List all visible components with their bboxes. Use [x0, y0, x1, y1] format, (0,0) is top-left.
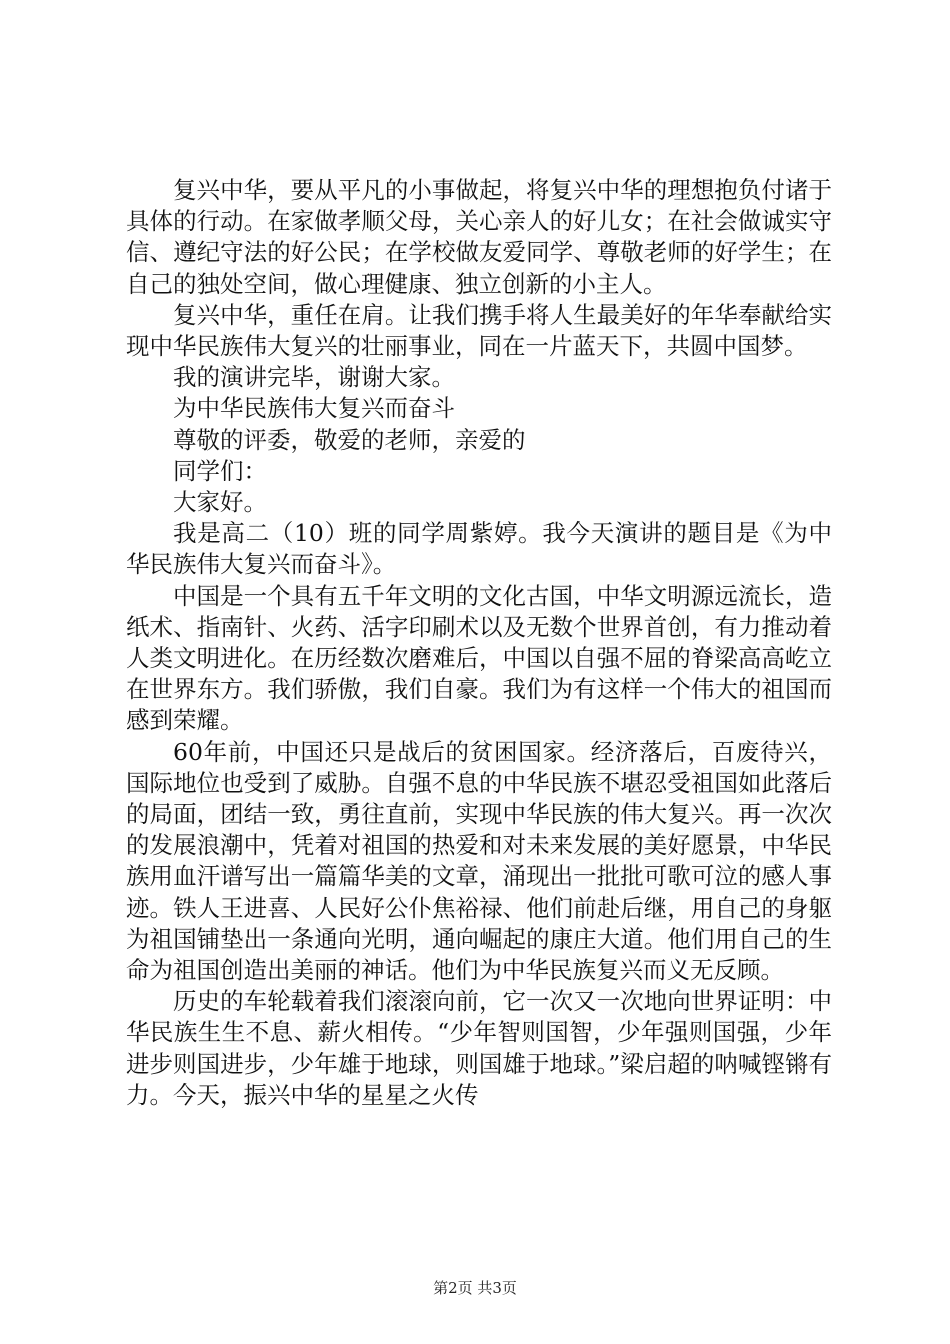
- page-footer: [0, 1278, 950, 1298]
- paragraph-responsibility: 复兴中华，重任在肩。让我们携手将人生最美好的年华奉献给实现中华民族伟大复兴的壮丽事业，同在一片蓝天下，共圆中国梦。: [126, 300, 832, 361]
- document-body: [126, 175, 832, 1111]
- paragraph-ancient-civilization: 中国是一个具有五千年文明的文化古国，中华文明源远流长，造纸术、指南针、火药、活字印刷术以及无数个世界首创，有力推动着人类文明进化。在历经数次磨难后，中国以自强不屈的脊梁高高屹立在世界东方。我们骄傲，我们自豪。我们为有这样一个伟大的祖国而感到荣耀。: [126, 581, 832, 735]
- paragraph-wheel-of-history: 历史的车轮载着我们滚滚向前，它一次又一次地向世界证明：中华民族生生不息、薪火相传。“少年智则国智，少年强则国强，少年进步则国进步，少年雄于地球，则国雄于地球。”梁启超的呐喊铿锵有力。今天，振兴中华的星星之火传: [126, 987, 832, 1109]
- speech-title: 为中华民族伟大复兴而奋斗: [173, 394, 455, 423]
- salutation-line-2: 同学们：: [173, 456, 267, 485]
- greeting: 大家好。: [173, 488, 267, 517]
- paragraph-sixty-years-ago: 60年前，中国还只是战后的贫困国家。经济落后，百废待兴，国际地位也受到了威胁。自强不息的中华民族不堪忍受祖国如此落后的局面，团结一致，勇往直前，实现中华民族的伟大复兴。再一次次的发展浪潮中，凭着对祖国的热爱和对未来发展的美好愿景，中华民族用血汗谱写出一篇篇华美的文章，涌现出一批批可歌可泣的感人事迹。铁人王进喜、人民好公仆焦裕禄、他们前赴后继，用自己的身躯为祖国铺垫出一条通向光明，通向崛起的康庄大道。他们用自己的生命为祖国创造出美丽的神话。他们为中华民族复兴而义无反顾。: [126, 737, 832, 985]
- paragraph-revive-from-small-things: 复兴中华，要从平凡的小事做起，将复兴中华的理想抱负付诸于具体的行动。在家做孝顺父母，关心亲人的好儿女；在社会做诚实守信、遵纪守法的好公民；在学校做友爱同学、尊敬老师的好学生；在自己的独处空间，做心理健康、独立创新的小主人。: [126, 176, 832, 298]
- paragraph-speech-end: 我的演讲完毕，谢谢大家。: [173, 363, 455, 392]
- salutation-line-1: 尊敬的评委，敬爱的老师，亲爱的: [173, 425, 526, 454]
- paragraph-self-introduction: 我是高二（10）班的同学周紫婷。我今天演讲的题目是《为中华民族伟大复兴而奋斗》。: [126, 519, 832, 579]
- page-indicator: 第2页 共3页: [433, 1279, 517, 1297]
